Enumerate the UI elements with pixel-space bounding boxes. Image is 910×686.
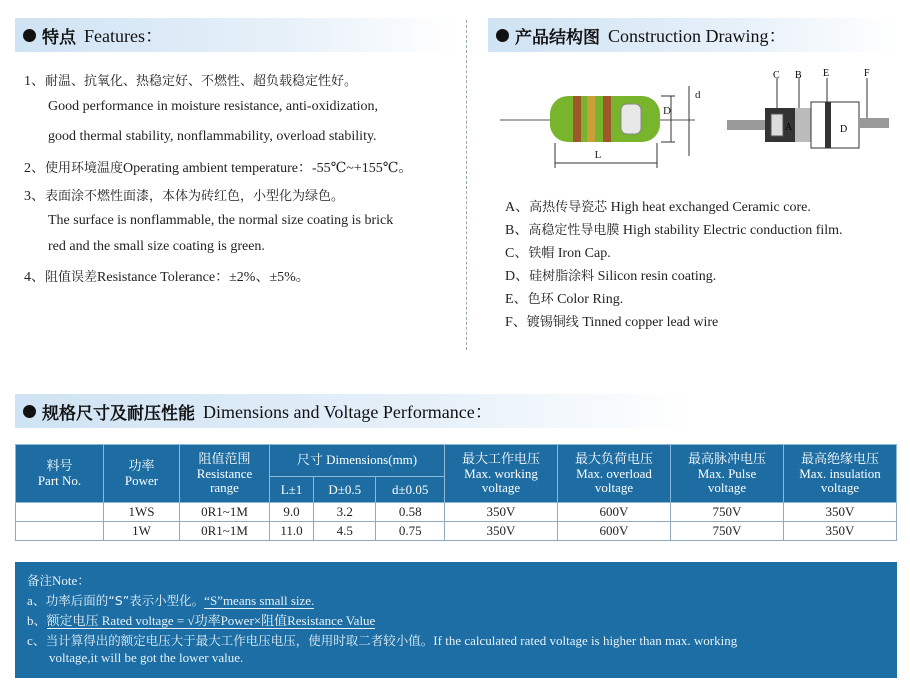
note-c-cont: voltage,it will be got the lower value.: [49, 650, 244, 665]
features-heading: [15, 18, 455, 52]
part-a: A、高热传导瓷芯 High heat exchanged Ceramic core.: [505, 200, 811, 215]
part-c: C、铁帽 Iron Cap.: [505, 246, 611, 261]
diameter-label: D: [663, 105, 671, 117]
bullet-icon: [23, 29, 36, 42]
bullet-icon: [23, 405, 36, 418]
part-letter-a: A: [785, 122, 793, 133]
column-divider: [466, 20, 467, 350]
construction-heading-en: Construction Drawing：: [608, 26, 787, 46]
features-heading-cn: 特点: [42, 27, 76, 48]
bullet-icon: [496, 29, 509, 42]
col-power: 功率 Power: [104, 445, 180, 503]
dimensions-heading: [15, 394, 695, 428]
col-L: L±1: [270, 477, 314, 503]
col-part-no: 料号 Part No.: [16, 445, 104, 503]
part-letter-e: E: [823, 68, 830, 79]
dimensions-heading-cn: 规格尺寸及耐压性能: [42, 403, 195, 424]
col-range: 阻值范围 Resistance range: [180, 445, 270, 503]
part-e: E、色环 Color Ring.: [505, 292, 624, 307]
part-letter-d: D: [840, 124, 848, 135]
col-max-overload: 最大负荷电压 Max. overload voltage: [558, 445, 671, 503]
note-c: c、当计算得出的额定电压大于最大工作电压电压，使用时取二者较小值。If the calculated rated voltage is higher than max. working: [27, 633, 738, 648]
length-label: L: [594, 149, 602, 161]
notes-title: 备注Note：: [27, 573, 91, 588]
lead-diameter-label: d: [695, 89, 701, 101]
col-max-working: 最大工作电压 Max. working voltage: [445, 445, 558, 503]
note-a: a、功率后面的“S”表示小型化。“S”means small size.: [27, 593, 315, 608]
col-d: d±0.05: [376, 477, 445, 503]
construction-drawing: [495, 68, 895, 180]
spec-table: [15, 444, 897, 541]
cutaway-drawing: [727, 68, 889, 148]
construction-heading-cn: 产品结构图: [515, 27, 600, 48]
part-f: F、镀锡铜线 Tinned copper lead wire: [505, 315, 719, 330]
part-letter-f: F: [864, 68, 870, 79]
col-D: D±0.5: [313, 477, 376, 503]
col-max-pulse: 最高脉冲电压 Max. Pulse voltage: [671, 445, 784, 503]
col-dimensions: 尺寸 Dimensions(mm): [270, 445, 445, 477]
feature-1-en-b: good thermal stability, nonflammability, overload stability.: [48, 129, 377, 144]
features-heading-en: Features：: [84, 26, 163, 46]
part-b: B、高稳定性导电膜 High stability Electric conduction film.: [505, 223, 843, 238]
table-row: 1WS 0R1~1M 9.0 3.2 0.58 350V 600V 750V 350V: [16, 503, 897, 522]
construction-heading: [488, 18, 898, 52]
feature-3-en-a: The surface is nonflammable, the normal size coating is brick: [48, 213, 394, 228]
part-letter-b: B: [795, 70, 802, 81]
feature-4: 4、阻值误差Resistance Tolerance：±2%、±5%。: [24, 270, 310, 285]
dimensions-heading-en: Dimensions and Voltage Performance：: [203, 402, 493, 422]
note-b: b、额定电压 Rated voltage = √功率Power×阻值Resistance Value: [27, 613, 376, 628]
feature-1: 1、耐温、抗氧化、热稳定好、不燃性、超负载稳定性好。: [24, 74, 358, 89]
parts-list: [505, 196, 843, 334]
part-letter-c: C: [773, 70, 780, 81]
resistor-outline-drawing: [500, 86, 701, 168]
notes-panel: [15, 562, 897, 678]
feature-3-en-b: red and the small size coating is green.: [48, 239, 265, 254]
col-max-insulation: 最高绝缘电压 Max. insulation voltage: [784, 445, 897, 503]
part-d: D、硅树脂涂料 Silicon resin coating.: [505, 269, 717, 284]
feature-3: 3、表面涂不燃性面漆，本体为砖红色，小型化为绿色。: [24, 189, 345, 204]
feature-1-en-a: Good performance in moisture resistance, anti-oxidization,: [48, 99, 379, 114]
feature-2: 2、使用环境温度Operating ambient temperature：-55℃~+155℃。: [24, 161, 413, 176]
table-row: 1W 0R1~1M 11.0 4.5 0.75 350V 600V 750V 350V: [16, 522, 897, 541]
